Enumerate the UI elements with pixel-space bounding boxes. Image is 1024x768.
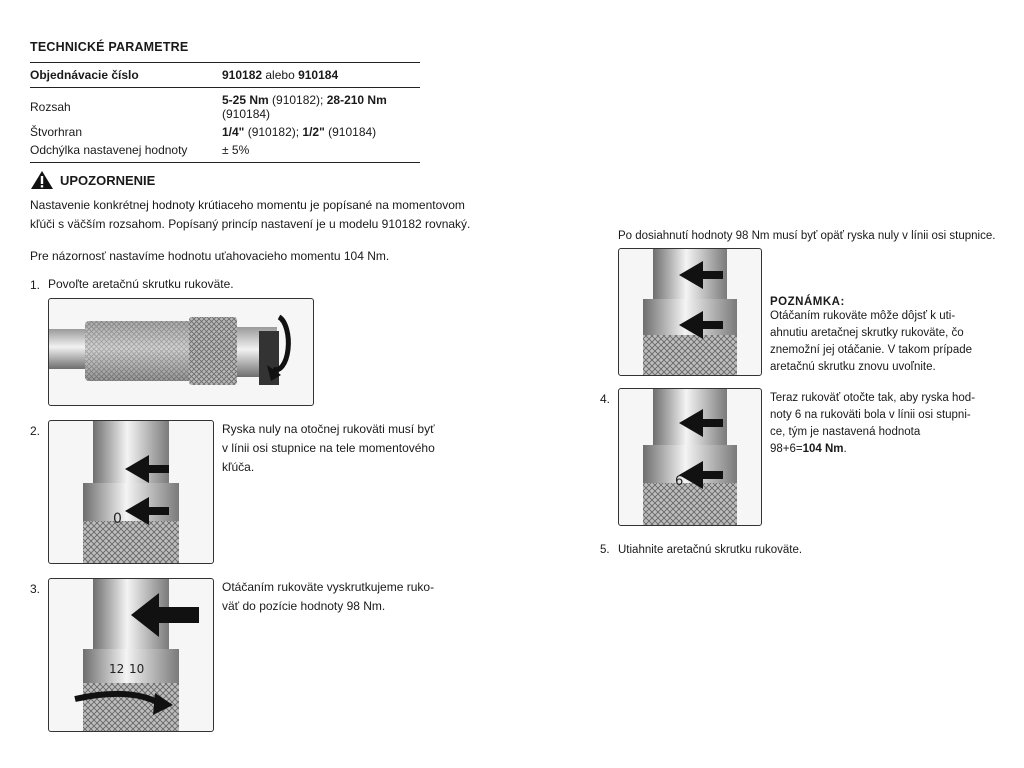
step-4-text: Teraz rukoväť otočte tak, aby ryska hod- noty 6 na rukoväti bola v línii osi stupni- ce, tým je nastavená hodnota 98+6=104 Nm. [770,392,976,455]
figure-step-2 [48,420,214,564]
step-number: 2. [30,424,41,438]
spec-header-label: Objednávacie číslo [30,68,139,82]
note-text: Otáčaním rukoväte môže dôjsť k uti- ahnutiu aretačnej skrutky rukoväte, čo znemožní jej otáčanie. V takom prípade aretačnú skrutku znovu uvoľnite. [770,310,973,373]
spec-header-row [30,63,420,88]
spec-header-value: 910182 alebo 910184 [222,68,339,82]
spec-value: 5-25 Nm (910182); 28-210 Nm (910184) [222,93,387,121]
step-number: 5. [600,544,610,556]
figure-step-4 [618,388,762,526]
warning-title: UPOZORNENIE [60,172,156,188]
figure-zero-check [618,248,762,376]
figure-step-3 [48,578,214,732]
intro-text: Pre názornosť nastavíme hodnotu uťahovacieho momentu 104 Nm. [30,249,390,263]
scale-digit: 10 [129,662,145,676]
spec-label: Rozsah [30,100,71,114]
step-5-text: Utiahnite aretačnú skrutku rukoväte. [618,544,803,556]
scale-digit: 6 [675,474,684,489]
note-title: POZNÁMKA: [770,296,845,308]
spec-row [30,88,420,124]
spec-row [30,141,420,163]
step-3-text: Otáčaním rukoväte vyskrutkujeme ruko- väť do pozície hodnoty 98 Nm. [222,580,435,613]
step-2-text: Ryska nuly na otočnej rukoväti musí byť v línii osi stupnice na tele momentového kľúča. [222,422,435,474]
spec-value: ± 5% [222,143,250,157]
step-1-text: Povoľte aretačnú skrutku rukoväte. [48,277,234,291]
warning-heading [30,170,155,190]
warning-text: Nastavenie konkrétnej hodnoty krútiaceho momentu je popísané na momentovom kľúči s väčším rozsahom. Popísaný princíp nastavení je u modelu 910182 rovnaký. [30,198,471,231]
spec-table [30,62,420,163]
step-number: 4. [600,392,611,406]
note-block [770,296,972,376]
figure-step-1 [48,298,314,406]
right-intro-text: Po dosiahnutí hodnoty 98 Nm musí byť opäť ryska nuly v línii osi stupnice. [618,230,996,242]
spec-value: 1/4" (910182); 1/2" (910184) [222,125,377,139]
spec-label: Odchýlka nastavenej hodnoty [30,143,188,157]
section-title: TECHNICKÉ PARAMETRE [30,40,189,54]
spec-label: Štvorhran [30,125,83,139]
warning-icon [30,170,54,190]
step-number: 3. [30,582,41,596]
scale-digit: 0 [113,511,122,527]
step-number: 1. [30,278,41,292]
spec-row [30,123,420,141]
scale-digit: 12 [109,662,125,676]
